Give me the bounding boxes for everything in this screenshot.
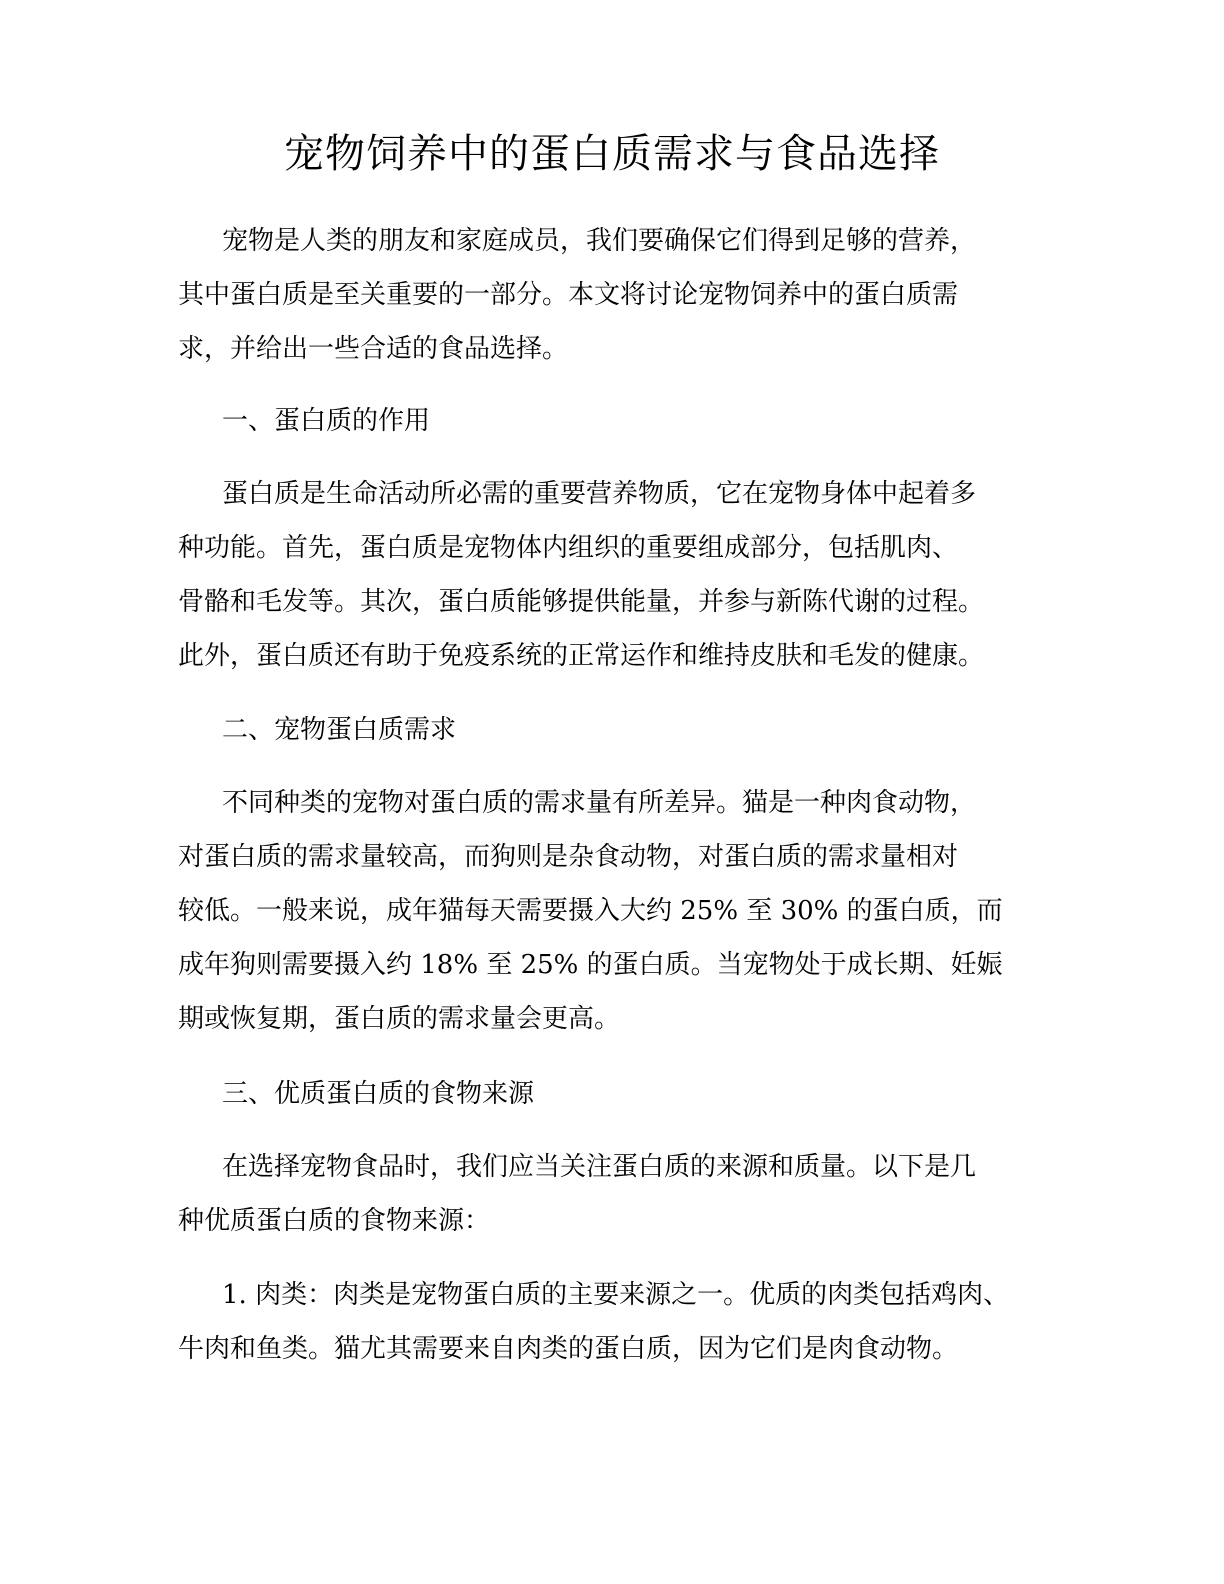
text-line: 骨骼和毛发等。其次，蛋白质能够提供能量，并参与新陈代谢的过程。 [178, 587, 985, 617]
text-line: 宠物是人类的朋友和家庭成员，我们要确保它们得到足够的营养， [222, 226, 977, 256]
section-heading-sources [178, 1067, 534, 1121]
section-heading-needs [178, 703, 456, 757]
text-line: 不同种类的宠物对蛋白质的需求量有所差异。猫是一种肉食动物， [222, 788, 977, 818]
text-line: 种优质蛋白质的食物来源： [178, 1206, 491, 1236]
text-line: 较低。一般来说，成年猫每天需要摄入大约 25% 至 30% 的蛋白质，而 [178, 896, 1003, 926]
text-line: 牛肉和鱼类。猫尤其需要来自肉类的蛋白质，因为它们是肉食动物。 [178, 1334, 959, 1364]
document-title: 宠物饲养中的蛋白质需求与食品选择 [284, 131, 940, 177]
paragraph-intro [178, 214, 976, 376]
text-line: 求，并给出一些合适的食品选择。 [178, 334, 569, 364]
text-line: 1. 肉类：肉类是宠物蛋白质的主要来源之一。优质的肉类包括鸡肉、 [222, 1280, 1010, 1310]
text-line: 期或恢复期，蛋白质的需求量会更高。 [178, 1004, 621, 1034]
text-line: 此外，蛋白质还有助于免疫系统的正常运作和维持皮肤和毛发的健康。 [178, 641, 985, 671]
paragraph-sources [178, 1140, 976, 1248]
paragraph-role [178, 467, 984, 683]
text-line: 二、宠物蛋白质需求 [222, 715, 457, 745]
text-line: 成年狗则需要摄入约 18% 至 25% 的蛋白质。当宠物处于成长期、妊娠 [178, 950, 1003, 980]
text-line: 在选择宠物食品时，我们应当关注蛋白质的来源和质量。以下是几 [222, 1152, 977, 1182]
text-line: 对蛋白质的需求量较高，而狗则是杂食动物，对蛋白质的需求量相对 [178, 842, 959, 872]
paragraph-needs [178, 776, 1003, 1046]
text-line: 种功能。首先，蛋白质是宠物体内组织的重要组成部分，包括肌肉、 [178, 533, 959, 563]
text-line: 三、优质蛋白质的食物来源 [222, 1079, 535, 1109]
section-heading-role [178, 394, 430, 448]
text-line: 一、蛋白质的作用 [222, 406, 431, 436]
list-item-meat [178, 1268, 1009, 1376]
text-line: 蛋白质是生命活动所必需的重要营养物质，它在宠物身体中起着多 [222, 479, 977, 509]
text-line: 其中蛋白质是至关重要的一部分。本文将讨论宠物饲养中的蛋白质需 [178, 280, 959, 310]
